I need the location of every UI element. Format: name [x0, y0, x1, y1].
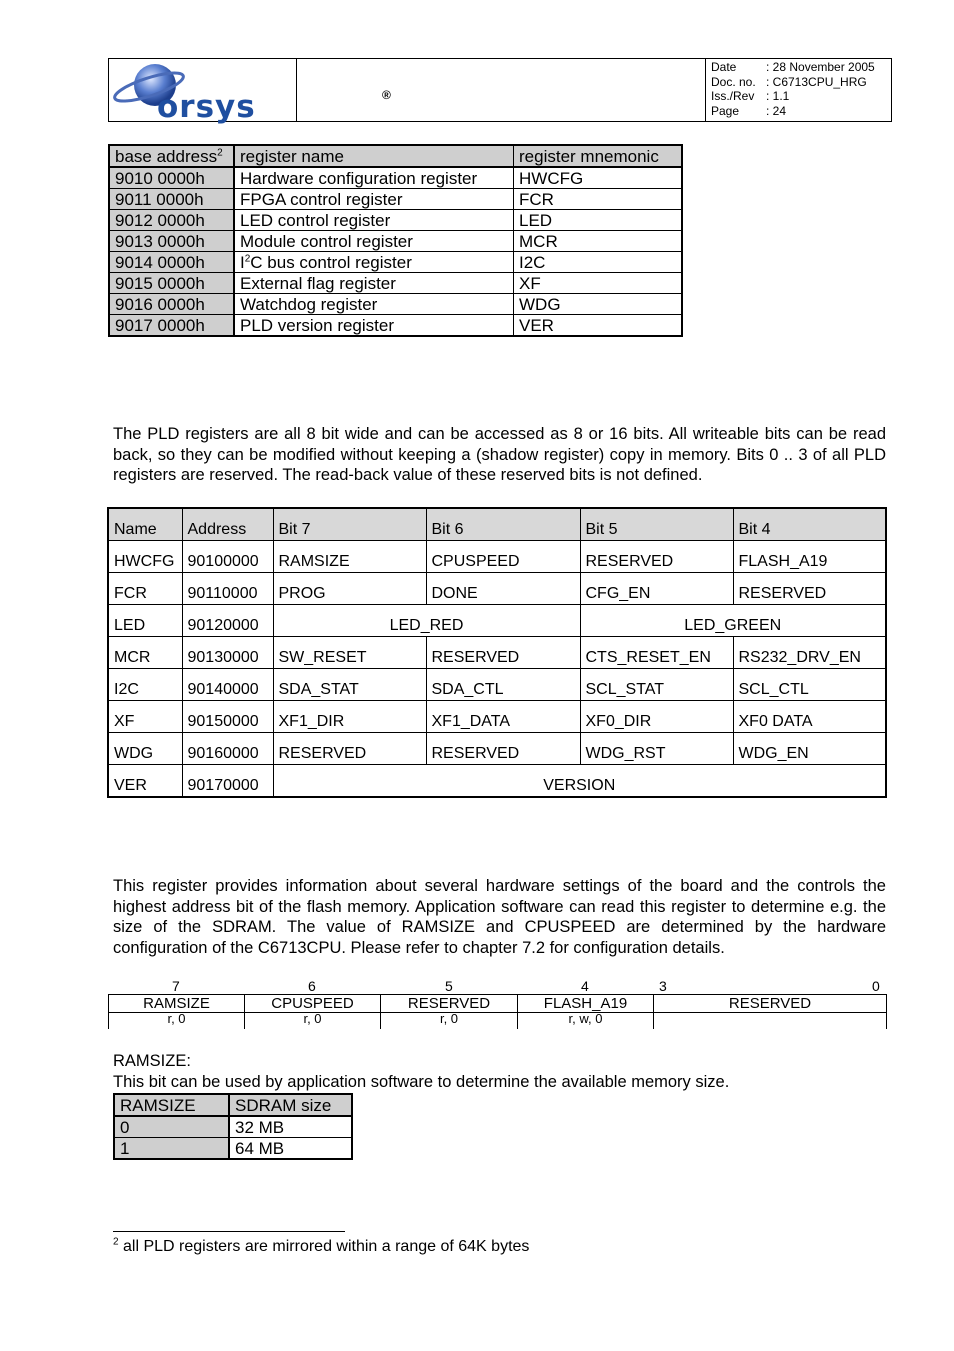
hwcfg-description-paragraph: This register provides information about several hardware settings of the board and the controls the highest address bit of the flash memory. Application software can read this register to determine e.g. the size of the SDRAM. The value of RAMSIZE and CPUSPEED are determined by the hardware configuration of the C6713CPU. Please refer to chapter 7.2 for configuration details. [113, 877, 886, 957]
cell: 9015 0000h [109, 273, 234, 294]
header-cell: RAMSIZE [114, 1094, 229, 1116]
bit-access: r, 0 [380, 1012, 517, 1029]
cell: WDG_RST [580, 733, 733, 765]
cell: 90160000 [182, 733, 273, 765]
cell: 90140000 [182, 669, 273, 701]
pld-registers-paragraph: The PLD registers are all 8 bit wide and can be accessed as 8 or 16 bits. All writeable bits can be read back, so they can be modified without keeping a (shadow register) copy in memory. Bits 0 .. 3 of all PLD registers are reserved. The read-back value of these reserved bits is not defined. [113, 425, 886, 484]
register-bits-table [107, 507, 887, 798]
cell: I2C [514, 252, 683, 273]
table-row [108, 765, 886, 798]
cell: Module control register [234, 231, 514, 252]
cell: 9016 0000h [109, 294, 234, 315]
table-row [108, 573, 886, 605]
cell: LED_RED [273, 605, 580, 637]
cell: 90110000 [182, 573, 273, 605]
cell: PROG [273, 573, 426, 605]
bit-field: FLASH_A19 [517, 995, 653, 1012]
header-cell: SDRAM size [229, 1094, 352, 1116]
cell: XF1_DATA [426, 701, 580, 733]
cell: 9010 0000h [109, 167, 234, 189]
cell: DONE [426, 573, 580, 605]
registered-mark: ® [382, 88, 391, 102]
bit-access: r, 0 [244, 1012, 380, 1029]
table-row [108, 637, 886, 669]
cell: FPGA control register [234, 189, 514, 210]
table-header-row [109, 145, 682, 167]
cell: 9013 0000h [109, 231, 234, 252]
header-cell: register name [234, 145, 514, 167]
cell: 0 [114, 1116, 229, 1138]
cell: SCL_CTL [733, 669, 886, 701]
cell: I2C [108, 669, 182, 701]
header-cell: base address$^2$ [109, 145, 234, 167]
cell: CFG_EN [580, 573, 733, 605]
cell: WDG [108, 733, 182, 765]
table-row [114, 1116, 352, 1138]
cell: 90170000 [182, 765, 273, 798]
header-cell: Bit 5 [580, 508, 733, 541]
cell: $I^2C$ bus control register [234, 252, 514, 273]
table-row [108, 701, 886, 733]
bit-number: 0 [872, 978, 880, 994]
cell: 64 MB [229, 1138, 352, 1160]
header-cell: register mnemonic [514, 145, 683, 167]
cell: 90120000 [182, 605, 273, 637]
document-meta [706, 59, 892, 121]
cell: VERSION [273, 765, 886, 798]
footnote-separator [113, 1231, 345, 1232]
cell: SCL_STAT [580, 669, 733, 701]
cell: XF0_DIR [580, 701, 733, 733]
bit-field-row [108, 994, 887, 1013]
cell: External flag register [234, 273, 514, 294]
cell: RESERVED [426, 733, 580, 765]
footnote: $^2$ all PLD registers are mirrored within a range of 64K bytes [113, 1236, 530, 1255]
cell: HWCFG [514, 167, 683, 189]
table-row [108, 541, 886, 573]
meta-page: Page : 24 [711, 103, 787, 118]
bit-access: r, 0 [108, 1012, 244, 1029]
cell: 32 MB [229, 1116, 352, 1138]
header-cell: Bit 4 [733, 508, 886, 541]
meta-date: Date : 28 November 2005 [711, 60, 875, 74]
cell: 90130000 [182, 637, 273, 669]
cell: RESERVED [273, 733, 426, 765]
table-row [108, 669, 886, 701]
cell: 90100000 [182, 541, 273, 573]
table-header-row [114, 1094, 352, 1116]
cell: RAMSIZE [273, 541, 426, 573]
cell: 90150000 [182, 701, 273, 733]
table-row [109, 189, 682, 210]
table-row [109, 252, 682, 273]
cell: MCR [108, 637, 182, 669]
logo-text: orsys [157, 89, 256, 125]
bit-field: RESERVED [380, 995, 517, 1012]
bit-access [653, 1012, 887, 1029]
header-cell: Bit 7 [273, 508, 426, 541]
table-row [109, 231, 682, 252]
ramsize-table [113, 1093, 353, 1160]
header-title-cell [297, 59, 706, 121]
cell: FLASH_A19 [733, 541, 886, 573]
table-row [108, 605, 886, 637]
cell: CTS_RESET_EN [580, 637, 733, 669]
cell: LED [514, 210, 683, 231]
table-header-row [108, 508, 886, 541]
bit-number: 4 [581, 978, 589, 994]
cell: SDA_STAT [273, 669, 426, 701]
meta-doc-no: Doc. no. : C6713CPU_HRG [711, 74, 867, 89]
bit-field: RAMSIZE [108, 995, 244, 1012]
cell: 9012 0000h [109, 210, 234, 231]
cell: RESERVED [426, 637, 580, 669]
cell: RS232_DRV_EN [733, 637, 886, 669]
cell: LED control register [234, 210, 514, 231]
cell: WDG_EN [733, 733, 886, 765]
header-cell: Bit 6 [426, 508, 580, 541]
cell: FCR [514, 189, 683, 210]
bit-access-row [108, 1012, 887, 1029]
ramsize-description: This bit can be used by application software to determine the available memory size. [113, 1073, 730, 1091]
table-row [109, 167, 682, 189]
cell: SDA_CTL [426, 669, 580, 701]
bit-number: 7 [172, 978, 180, 994]
cell: PLD version register [234, 315, 514, 337]
cell: HWCFG [108, 541, 182, 573]
cell: 9011 0000h [109, 189, 234, 210]
cell: VER [514, 315, 683, 337]
header-cell: Address [182, 508, 273, 541]
cell: XF [108, 701, 182, 733]
logo-cell [109, 59, 297, 125]
table-row [109, 210, 682, 231]
bit-access: r, w, 0 [517, 1012, 653, 1029]
bit-number: 6 [308, 978, 316, 994]
cell: LED [108, 605, 182, 637]
meta-revision: Iss./Rev : 1.1 [711, 89, 790, 103]
bit-number: 3 [659, 978, 667, 994]
cell: FCR [108, 573, 182, 605]
bit-field: CPUSPEED [244, 995, 380, 1012]
cell: WDG [514, 294, 683, 315]
table-row [114, 1138, 352, 1160]
register-map-table [108, 144, 683, 337]
cell: 9014 0000h [109, 252, 234, 273]
page-header [108, 58, 892, 125]
cell: VER [108, 765, 182, 798]
cell: XF0 DATA [733, 701, 886, 733]
cell: Hardware configuration register [234, 167, 514, 189]
bit-field: RESERVED [653, 995, 887, 1012]
header-cell: Name [108, 508, 182, 541]
cell: Watchdog register [234, 294, 514, 315]
cell: SW_RESET [273, 637, 426, 669]
cell: 1 [114, 1138, 229, 1160]
table-row [109, 315, 682, 337]
table-row [108, 733, 886, 765]
cell: RESERVED [580, 541, 733, 573]
cell: LED_GREEN [580, 605, 886, 637]
bit-number: 5 [445, 978, 453, 994]
table-row [109, 273, 682, 294]
cell: XF1_DIR [273, 701, 426, 733]
cell: 9017 0000h [109, 315, 234, 337]
table-row [109, 294, 682, 315]
ramsize-title: RAMSIZE: [113, 1052, 191, 1070]
cell: RESERVED [733, 573, 886, 605]
cell: CPUSPEED [426, 541, 580, 573]
cell: XF [514, 273, 683, 294]
cell: MCR [514, 231, 683, 252]
